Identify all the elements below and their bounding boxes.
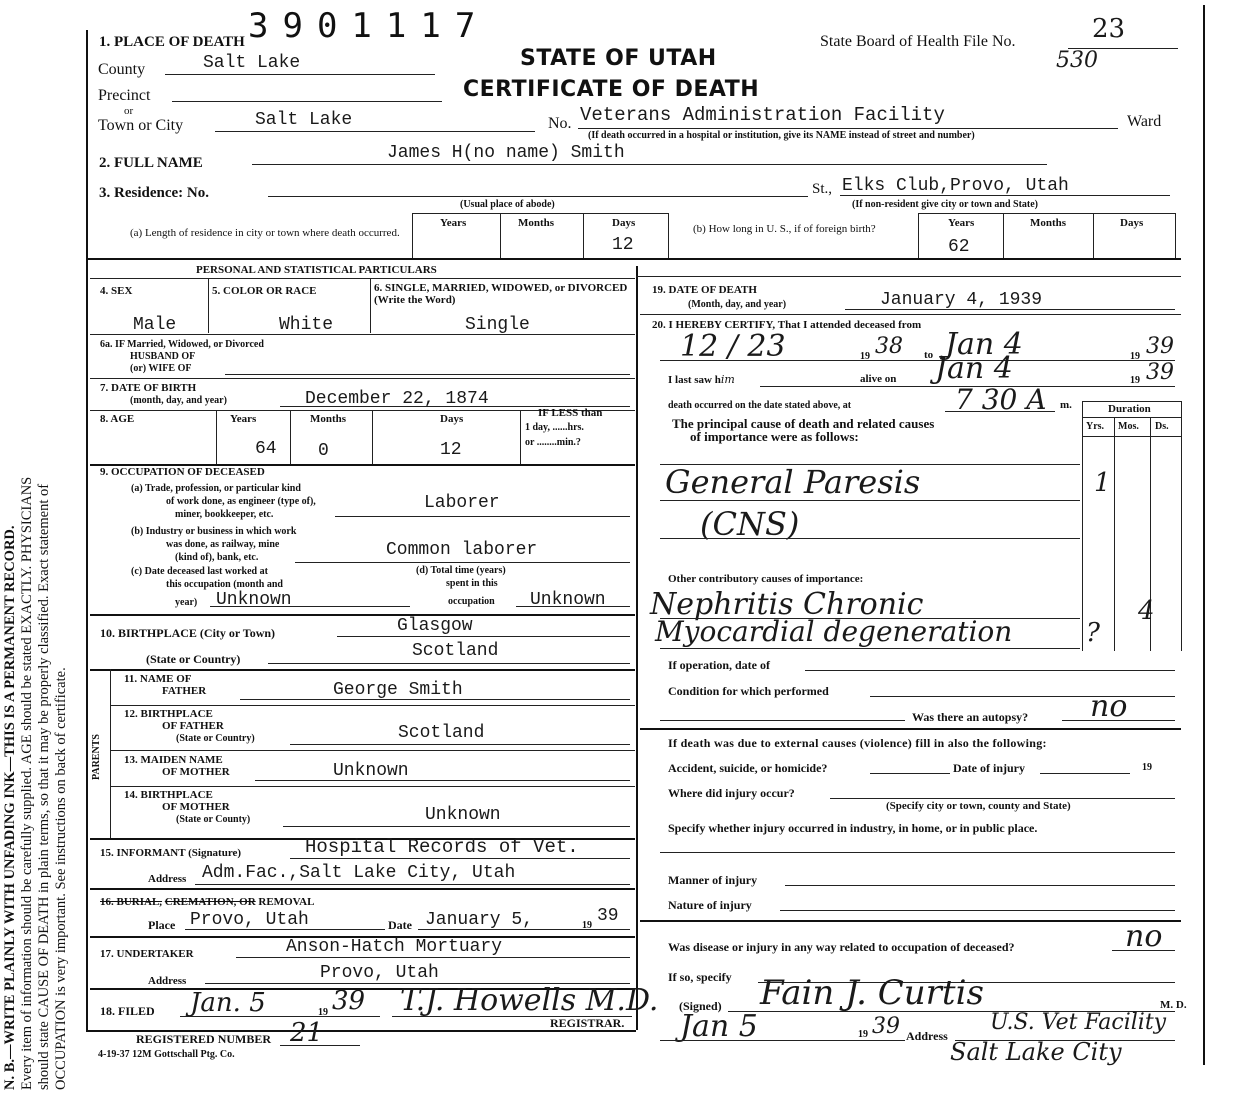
contrib-2-duration: ?: [1086, 618, 1100, 648]
age-years-value: 64: [255, 439, 277, 459]
dod-value: January 4, 1939: [880, 290, 1043, 310]
file-number-label: State Board of Health File No.: [820, 33, 1016, 50]
autopsy-label: Was there an autopsy?: [912, 710, 1029, 724]
side-note-line-3: should state CAUSE OF DEATH in plain terms, so that it may be properly classified. Exact statement of: [36, 483, 52, 1090]
occ-d-2: spent in this: [446, 578, 498, 589]
cause-1-sub: (CNS): [700, 505, 800, 543]
county-label: County: [98, 61, 146, 78]
registrar-label: REGISTRAR.: [550, 1016, 625, 1030]
dod-label-2: (Month, day, and year): [688, 299, 787, 310]
spouse-label-2: HUSBAND OF: [130, 351, 196, 362]
condition-label: Condition for which performed: [668, 684, 829, 698]
res-years-label: Years: [440, 217, 467, 229]
mother-value: Unknown: [333, 761, 409, 781]
from-year-prefix: 19: [860, 351, 870, 362]
mother-label-2: OF MOTHER: [162, 766, 230, 778]
birthplace-city-value: Glasgow: [397, 616, 473, 636]
precinct-label: Precinct: [98, 87, 151, 104]
contrib-1: Nephritis Chronic: [650, 587, 924, 622]
side-note-line-2: Every item of information should be carefully supplied. AGE should be stated EXACTLY. PHYSICIANS: [19, 476, 35, 1090]
mbirth-label-3: (State or County): [176, 814, 251, 825]
occ-a-3: miner, bookkeeper, etc.: [175, 509, 274, 520]
nature-label: Nature of injury: [668, 898, 752, 912]
occupation-label: 9. OCCUPATION OF DECEASED: [100, 466, 265, 478]
alive-year-prefix: 19: [1130, 375, 1140, 386]
from-year: 38: [875, 334, 903, 359]
where-label: Where did injury occur?: [668, 786, 795, 800]
contrib-1-duration: 4: [1138, 596, 1155, 626]
fbirth-label-1: 12. BIRTHPLACE: [124, 708, 213, 720]
stamp-number: 3901117: [248, 6, 490, 46]
burial-place-value: Provo, Utah: [190, 910, 309, 930]
less-than-1: IF LESS than: [538, 407, 603, 419]
sex-label: 4. SEX: [100, 285, 133, 297]
duration-label: Duration: [1108, 403, 1151, 415]
us-residence-label: (b) How long in U. S., if of foreign birth?: [693, 223, 876, 235]
injury-year-prefix: 19: [1142, 762, 1152, 773]
injury-date-label: Date of injury: [953, 761, 1025, 775]
res-days-value: 12: [612, 235, 634, 255]
full-name-label: 2. FULL NAME: [99, 155, 203, 171]
residence-label: 3. Residence: No.: [99, 185, 209, 201]
alive-label: alive on: [860, 373, 897, 385]
occ-b-2: was done, as railway, mine: [166, 539, 280, 550]
filed-year-prefix: 19: [318, 1007, 328, 1018]
residence-value: Elks Club,Provo, Utah: [842, 176, 1069, 196]
death-time: 7 30 A: [955, 383, 1047, 416]
us-days-label: Days: [1120, 217, 1144, 229]
us-years-label: Years: [948, 217, 975, 229]
file-number-2: 530: [1056, 48, 1098, 73]
marital-value: Single: [465, 315, 530, 335]
place-of-death-label: 1. PLACE OF DEATH: [99, 34, 245, 50]
sign-year: 39: [872, 1014, 900, 1039]
us-years-value: 62: [948, 237, 970, 257]
certificate-title: CERTIFICATE OF DEATH: [463, 77, 760, 102]
m-label: m.: [1060, 399, 1072, 411]
state-title: STATE OF UTAH: [520, 46, 717, 71]
birthplace-state-label: (State or Country): [146, 652, 241, 666]
burial-year-value: 39: [597, 906, 619, 926]
occ-total-time-value: Unknown: [530, 590, 606, 610]
cause-1-yrs: 1: [1094, 468, 1111, 498]
occ-industry-value: Common laborer: [386, 540, 538, 560]
filed-label: 18. FILED: [100, 1004, 155, 1018]
occ-trade-value: Laborer: [424, 493, 500, 513]
res-days-label: Days: [612, 217, 636, 229]
marital-label: 6. SINGLE, MARRIED, WIDOWED, or DIVORCED (Write the Word): [374, 282, 628, 306]
father-birthplace-value: Scotland: [398, 723, 485, 743]
to-year-prefix: 19: [1130, 351, 1140, 362]
occ-c-2: this occupation (month and: [166, 579, 283, 590]
less-than-3: or ........min.?: [525, 437, 581, 448]
to-label: to: [924, 349, 934, 361]
informant-address-label: Address: [148, 873, 187, 885]
birthplace-country-value: Scotland: [412, 641, 499, 661]
last-saw-label: I last saw him: [668, 373, 735, 386]
ward-label: Ward: [1127, 113, 1162, 130]
nonresident-note: (If non-resident give city or town and State): [852, 199, 1039, 210]
cert-label: 20. I HEREBY CERTIFY, That I attended deceased from: [652, 319, 922, 331]
color-value: White: [279, 315, 334, 335]
or-label: or: [124, 105, 134, 117]
filed-year: 39: [332, 986, 366, 1016]
sign-address-2: Salt Lake City: [950, 1038, 1122, 1066]
if-so-label: If so, specify: [668, 970, 732, 984]
contrib-2: Myocardial degeneration: [655, 615, 1013, 648]
town-label: Town or City: [98, 117, 184, 134]
age-label: 8. AGE: [100, 413, 135, 425]
us-months-label: Months: [1030, 217, 1067, 229]
contrib-label: Other contributory causes of importance:: [668, 573, 864, 585]
burial-date-value: January 5,: [425, 910, 534, 930]
alive-date: Jan 4: [935, 351, 1013, 386]
to-date: Jan 4: [945, 327, 1023, 362]
occ-c-3: year): [175, 597, 198, 608]
facility-note: (If death occurred in a hospital or institution, give its NAME instead of street and number): [588, 130, 975, 141]
principal-label-1: The principal cause of death and related causes: [672, 416, 935, 431]
occ-related-value: no: [1125, 919, 1163, 954]
dur-ds-label: Ds.: [1155, 421, 1169, 432]
father-label-1: 11. NAME OF: [124, 673, 192, 685]
external-label: If death was due to external causes (violence) fill in also the following:: [668, 736, 1047, 750]
age-days-label: Days: [440, 413, 464, 425]
undertaker-address-label: Address: [148, 975, 187, 987]
length-residence-label: (a) Length of residence in city or town where death occurred.: [130, 227, 400, 239]
mother-label-1: 13. MAIDEN NAME: [124, 754, 223, 766]
color-label: 5. COLOR OR RACE: [212, 285, 317, 297]
county-value: Salt Lake: [203, 53, 301, 73]
mbirth-label-1: 14. BIRTHPLACE: [124, 789, 213, 801]
md-label: M. D.: [1160, 999, 1187, 1011]
dur-mos-label: Mos.: [1118, 421, 1139, 432]
fbirth-label-3: (State or Country): [176, 733, 255, 744]
burial-label: 16. BURIAL, CREMATION, OR REMOVAL: [100, 896, 315, 908]
accident-label: Accident, suicide, or homicide?: [668, 761, 828, 775]
less-than-2: 1 day, ......hrs.: [525, 422, 584, 433]
informant-address-value: Adm.Fac.,Salt Lake City, Utah: [202, 863, 516, 883]
sign-date: Jan 5: [680, 1009, 758, 1044]
sign-address-label: Address: [906, 1029, 948, 1043]
dur-yrs-label: Yrs.: [1086, 421, 1105, 432]
residence-st-label: St.,: [812, 181, 833, 197]
where-note: (Specify city or town, county and State): [886, 800, 1071, 812]
signed-label: (Signed): [679, 999, 722, 1013]
burial-place-label: Place: [148, 918, 176, 932]
occ-last-worked-value: Unknown: [216, 590, 292, 610]
side-note-line-1: N. B.—WRITE PLAINLY WITH UNFADING INK—THIS IS A PERMANENT RECORD.: [2, 525, 18, 1090]
no-label: No.: [548, 115, 572, 132]
mother-birthplace-value: Unknown: [425, 805, 501, 825]
birthplace-label: 10. BIRTHPLACE (City or Town): [100, 626, 276, 640]
occurred-label: death occurred on the date stated above, at: [668, 400, 852, 411]
undertaker-label: 17. UNDERTAKER: [100, 948, 194, 960]
age-months-label: Months: [310, 413, 347, 425]
mbirth-label-2: OF MOTHER: [162, 801, 230, 813]
file-number: 23: [1092, 14, 1126, 44]
age-months-value: 0: [318, 441, 329, 461]
burial-year-prefix: 19: [582, 920, 592, 931]
personal-heading: PERSONAL AND STATISTICAL PARTICULARS: [196, 264, 437, 276]
parents-side-label: PARENTS: [91, 734, 102, 780]
occ-d-1: (d) Total time (years): [416, 565, 506, 576]
full-name-value: James H(no name) Smith: [387, 143, 625, 163]
sign-year-prefix: 19: [858, 1029, 868, 1040]
sex-value: Male: [133, 315, 177, 335]
occ-b-1: (b) Industry or business in which work: [131, 526, 297, 537]
informant-value: Hospital Records of Vet.: [305, 836, 579, 858]
alive-year: 39: [1146, 360, 1174, 385]
dob-value: December 22, 1874: [305, 389, 489, 409]
father-value: George Smith: [333, 680, 463, 700]
occ-b-3: (kind of), bank, etc.: [175, 552, 259, 563]
father-label-2: FATHER: [162, 685, 207, 697]
occ-a-1: (a) Trade, profession, or particular kind: [131, 483, 301, 494]
occ-c-1: (c) Date deceased last worked at: [131, 566, 268, 577]
filed-date: Jan. 5: [190, 988, 266, 1018]
print-info: 4-19-37 12M Gottschall Ptg. Co.: [98, 1049, 235, 1060]
occ-a-2: of work done, as engineer (type of),: [166, 496, 316, 507]
dob-label-1: 7. DATE OF BIRTH: [100, 382, 197, 394]
dob-label-2: (month, day, and year): [130, 395, 227, 406]
to-year: 39: [1146, 334, 1174, 359]
burial-date-label: Date: [388, 918, 412, 932]
fbirth-label-2: OF FATHER: [162, 720, 224, 732]
age-years-label: Years: [230, 413, 257, 425]
spouse-label-1: 6a. IF Married, Widowed, or Divorced: [100, 339, 264, 350]
spouse-label-3: (or) WIFE OF: [130, 363, 192, 374]
undertaker-value: Anson-Hatch Mortuary: [286, 937, 503, 957]
occ-d-3: occupation: [448, 596, 495, 607]
cause-1: General Paresis: [665, 463, 921, 501]
sign-address-1: U.S. Vet Facility: [990, 1010, 1167, 1035]
reg-number-label: REGISTERED NUMBER: [136, 1032, 272, 1046]
operation-label: If operation, date of: [668, 658, 770, 672]
undertaker-address-value: Provo, Utah: [320, 963, 439, 983]
autopsy-value: no: [1090, 689, 1128, 724]
specify-label: Specify whether injury occurred in industry, in home, or in public place.: [668, 821, 1038, 835]
informant-label: 15. INFORMANT (Signature): [100, 847, 242, 859]
age-days-value: 12: [440, 440, 462, 460]
town-value: Salt Lake: [255, 110, 353, 130]
dod-label-1: 19. DATE OF DEATH: [652, 284, 757, 296]
manner-label: Manner of injury: [668, 873, 758, 887]
from-date: 12 / 23: [680, 329, 786, 364]
side-note-line-4: OCCUPATION is very important. See instructions on back of certificate.: [53, 667, 69, 1090]
physician-signature: Fain J. Curtis: [760, 973, 984, 1013]
registrar-signature: T.J. Howells M.D.: [400, 983, 659, 1018]
usual-abode-note: (Usual place of abode): [460, 199, 555, 210]
res-months-label: Months: [518, 217, 555, 229]
reg-number-value: 21: [290, 1018, 324, 1048]
principal-label-2: of importance were as follows:: [690, 429, 859, 444]
facility-value: Veterans Administration Facility: [580, 104, 945, 126]
occ-related-label: Was disease or injury in any way related to occupation of deceased?: [668, 940, 1015, 954]
